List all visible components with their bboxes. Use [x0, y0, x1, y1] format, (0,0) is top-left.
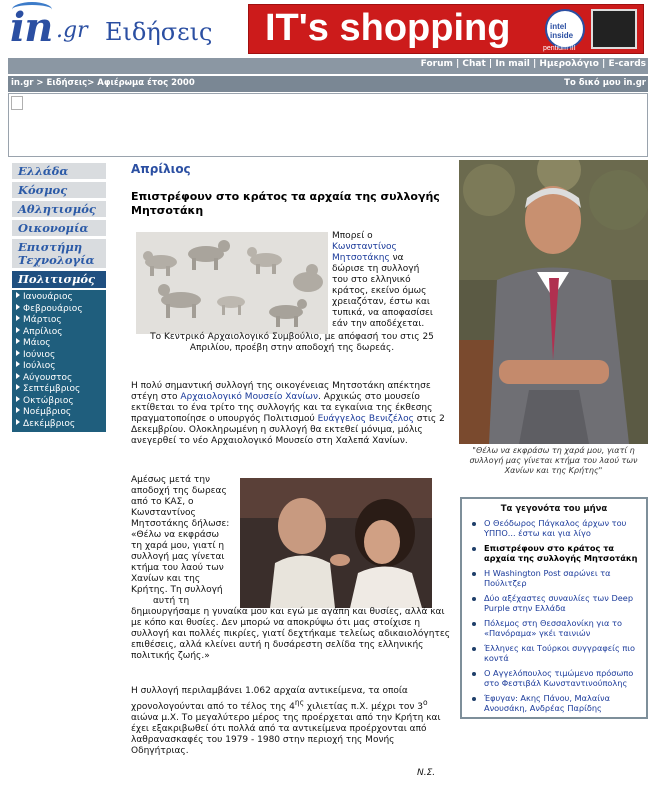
month-link[interactable] — [16, 315, 62, 325]
category-world[interactable]: Κόσμος — [12, 182, 106, 199]
month-label: Φεβρουάριος — [23, 303, 83, 314]
text: αιώνα μ.Χ. Το μεγαλύτερο μέρος της προέρχεται από την Κρήτη και έχει εξακριβωθεί ότι πολλά από τα αντικείμενα προέρχονται από λαθρανασκαφές του 1979 - 1980 στην περιοχή της Μονής Οδηγήτριας. — [131, 713, 441, 756]
month-link[interactable] — [16, 407, 71, 417]
article-p1-line: εάν την αποδέχεται. — [332, 319, 425, 329]
article-p3-line: Αμέσως μετά την — [131, 475, 211, 485]
months-menu — [12, 290, 106, 432]
bullet-icon — [472, 622, 476, 626]
article-p1-line: χρειαζόταν, έστω και — [332, 297, 430, 307]
article-p1-line: του στο ελληνικό — [332, 275, 411, 285]
month-label: Απρίλιος — [23, 326, 63, 337]
month-title: Απρίλιος — [131, 162, 191, 176]
article-p1-line: κράτος, εκείνο όμως — [332, 286, 427, 296]
figurines-illustration — [136, 232, 328, 334]
arrow-right-icon — [16, 327, 20, 333]
pentium-label: pentium III — [543, 45, 576, 52]
month-link[interactable] — [16, 304, 83, 314]
photo-illustration — [240, 478, 432, 608]
breadcrumb[interactable]: in.gr > Ειδήσεις> Αφιέρωμα έτος 2000 — [11, 78, 195, 88]
text: χιλιετίας π.Χ. μέχρι τον 3 — [304, 702, 424, 712]
logo-in: in — [10, 4, 53, 51]
month-label: Οκτώβριος — [23, 395, 74, 406]
article-p3-line: Κωνσταντίνος — [131, 508, 196, 518]
article-p3-wrap — [131, 475, 239, 607]
event-link[interactable]: Έλληνες και Τούρκοι συγγραφείς πιο κοντά — [484, 643, 636, 663]
broken-image-icon — [11, 96, 23, 110]
bullet-icon — [472, 697, 476, 701]
my-in-link[interactable]: Το δικό μου in.gr — [564, 78, 646, 88]
month-label: Σεπτέμβριος — [23, 384, 81, 394]
ad-frame — [8, 93, 648, 157]
bullet-icon — [472, 547, 476, 551]
month-link[interactable] — [16, 292, 73, 302]
month-label: Μάιος — [23, 338, 51, 348]
text: Η συλλογή περιλαμβάνει 1.062 αρχαία αντικείμενα, τα οποία χρονολογούνται από το τέλος της 4 — [131, 686, 408, 712]
article-p1-line: δώρισε τη συλλογή — [332, 264, 420, 274]
computer-icon — [591, 9, 637, 49]
event-current: Επιστρέφουν στο κράτος τα αρχαία της συλλογής Μητσοτάκη — [484, 543, 638, 563]
article-p3-line: συλλογή μας γίνεται — [131, 552, 225, 562]
logo-news: Ειδήσεις — [105, 18, 213, 46]
author-signature: Ν.Σ. — [417, 768, 436, 778]
article-p3-line: τη χαρά μου, γιατί η — [131, 541, 225, 551]
bullet-icon — [472, 572, 476, 576]
arrow-right-icon — [16, 361, 20, 367]
events-title: Τα γεγονότα του μήνα — [500, 504, 608, 514]
article-p3-line: Κρήτης. Τη συλλογή — [131, 585, 223, 595]
category-sports[interactable]: Αθλητισμός — [12, 201, 106, 218]
month-link[interactable] — [16, 350, 55, 360]
article-p3-line: Μητσοτάκης δήλωσε: — [131, 519, 230, 529]
arrow-right-icon — [16, 304, 20, 310]
article-headline: Επιστρέφουν στο κράτος τα αρχαία της συλλογής Μητσοτάκη — [131, 190, 440, 217]
event-link[interactable]: Η Washington Post σαρώνει τα Πούλιτζερ — [484, 568, 611, 588]
article-p1-line: τυπικά, να αποφασίσει — [332, 308, 433, 318]
superscript: ης — [294, 698, 305, 707]
text: στις 2 Δεκεμβρίου. Ολοκληρωμένη η συλλογή θα εκτεθεί μόνιμα, μόλις ανεγερθεί το νέο Αρχαιολογικό Μουσείο στη Χαλεπά Χανίων. — [131, 414, 445, 446]
event-link[interactable]: Πόλεμος στη Θεσσαλονίκη για το «Πανόραμα» γκέι ταινιών — [484, 618, 622, 638]
arrow-right-icon — [16, 292, 20, 298]
event-link[interactable]: Ο Αγγελόπουλος τιμώμενο πρόσωπο στο Φεστιβάλ Κωνσταντινούπολης — [484, 668, 634, 688]
month-link[interactable] — [16, 396, 74, 406]
article-intro-wrap — [332, 231, 456, 330]
event-link[interactable]: Δύο αξέχαστες συναυλίες των Deep Purple στην Ελλάδα — [484, 593, 634, 613]
month-label: Ιούνιος — [23, 349, 56, 360]
category-science[interactable]: Επιστήμη Τεχνολογία — [12, 239, 106, 269]
article-p3-line: από το ΚΑΣ, ο — [131, 497, 194, 507]
arrow-right-icon — [16, 373, 20, 379]
bullet-icon — [472, 672, 476, 676]
logo-gr: .gr — [56, 18, 88, 43]
intel-label: intel inside — [550, 22, 574, 40]
event-link[interactable]: Έφυγαν: Ακης Πάνου, Μαλαίνα Ανουσάκη, Ανδρέας Παρίδης — [484, 693, 610, 713]
month-label: Νοέμβριος — [23, 407, 72, 417]
clay-figurines-image — [136, 232, 328, 334]
mitsotakis-with-wife-image — [240, 478, 432, 608]
ad-banner[interactable] — [248, 4, 644, 54]
category-culture[interactable]: Πολιτισμός — [12, 271, 106, 288]
top-links[interactable]: Forum | Chat | In mail | Ημερολόγιο | E-cards — [420, 59, 646, 69]
article-p2 — [131, 381, 453, 447]
event-link[interactable]: Ο Θεόδωρος Πάγκαλος άρχων του ΥΠΠΟ... έστω και για λίγο — [484, 518, 627, 538]
photo-caption: "Θέλω να εκφράσω τη χαρά μου, γιατί η συλλογή μας γίνεται κτήμα του λαού των Χανίων και της Κρήτης" — [469, 446, 638, 475]
breadcrumb-bar — [8, 76, 648, 92]
mitsotakis-link[interactable]: Μητσοτάκης — [332, 253, 390, 263]
bullet-icon — [472, 522, 476, 526]
category-economy[interactable]: Οικονομία — [12, 220, 106, 237]
intel-inside-icon — [545, 9, 585, 49]
article-p3-line: Χανίων και της — [131, 574, 201, 584]
month-link[interactable] — [16, 327, 63, 337]
month-link[interactable] — [16, 384, 80, 394]
article-p1-rest: Το Κεντρικό Αρχαιολογικό Συμβούλιο, με απόφασή του στις 25 Απριλίου, προέβη στην αποδοχή της δωρεάς. — [150, 332, 434, 353]
month-link[interactable] — [16, 361, 56, 371]
month-label: Αύγουστος — [23, 372, 73, 383]
bullet-icon — [472, 647, 476, 651]
arrow-right-icon — [16, 419, 20, 425]
article-p3-line: αποδοχή της δωρεας — [131, 486, 227, 496]
arrow-right-icon — [16, 396, 20, 402]
mitsotakis-link[interactable]: Κωνσταντίνος — [332, 242, 397, 252]
arrow-right-icon — [16, 384, 20, 390]
article-p1-line: Μητσοτάκης να — [332, 253, 404, 263]
month-link[interactable] — [16, 338, 51, 348]
article-p3-line: κτήμα του λαού των — [131, 563, 224, 573]
superscript: ο — [423, 698, 428, 707]
portrait-illustration — [459, 160, 648, 444]
article-p3-line: αυτή τη — [153, 596, 190, 606]
month-link[interactable] — [16, 373, 72, 383]
text: Η πολύ σημαντική συλλογή της οικογένειας Μητσοτάκη απέκτησε στέγη στο — [131, 381, 431, 402]
arrow-right-icon — [16, 350, 20, 356]
month-label: Μάρτιος — [23, 315, 62, 325]
site-logo[interactable] — [8, 4, 248, 54]
month-label: Ιανουάριος — [23, 292, 73, 302]
banner-text: IT's shopping — [265, 7, 511, 49]
arrow-right-icon — [16, 407, 20, 413]
top-nav-bar — [8, 58, 648, 74]
article-p4 — [131, 686, 453, 757]
arrow-right-icon — [16, 315, 20, 321]
arrow-right-icon — [16, 338, 20, 344]
article-p1-line: Μπορεί ο — [332, 231, 373, 241]
article-p3-rest: δημιουργήσαμε η γυναίκα μου και εγώ με αγάπη και θυσίες, αλλά και με κόπο και θυσίες. Δεν μπορώ να αποκρύψω ότι μας στοίχισε η συλλογή και πολλές πικρίες, γιατί δεχτήκαμε τελείως αδικαιολόγητες επιθέσεις, αλλά κλείνει αυτή η δυσάρεστη σελίδα της ελληνικής πολιτικής ζωής.» — [131, 607, 450, 661]
category-greece[interactable]: Ελλάδα — [12, 163, 106, 180]
mitsotakis-portrait — [459, 160, 648, 444]
month-label: Ιούλιος — [23, 361, 56, 371]
article-p3-line: «Θέλω να εκφράσω — [131, 530, 219, 540]
text: . Αρχικώς στο μουσείο εκτίθεται το ένα τρίτο της συλλογής και τα εγκαίνια της έκθεσης πραγματοποίησε ο υπουργός Πολιτισμού — [131, 392, 433, 424]
month-label: Δεκέμβριος — [23, 418, 76, 429]
bullet-icon — [472, 597, 476, 601]
month-events-box — [460, 497, 648, 719]
month-link[interactable] — [16, 419, 75, 429]
museum-link[interactable]: Αρχαιολογικό Μουσείο Χανίων — [180, 392, 318, 402]
venizelos-link[interactable]: Ευάγγελος Βενιζέλος — [317, 414, 414, 424]
